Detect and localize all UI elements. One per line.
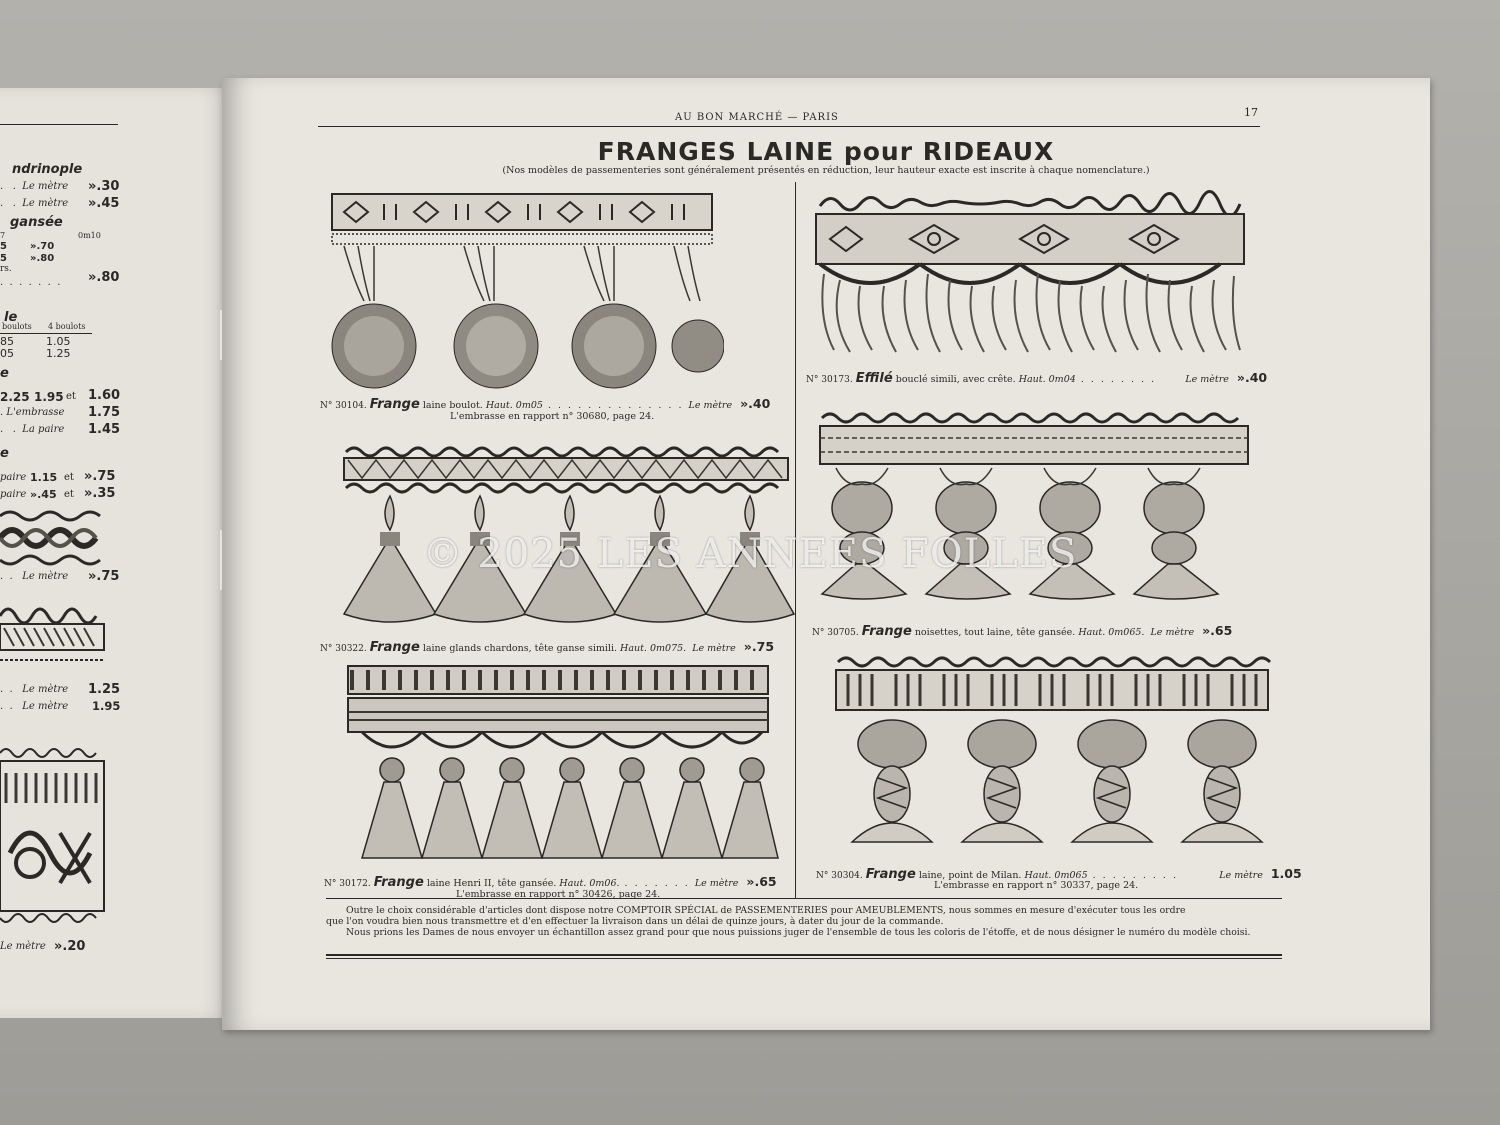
left-row14-unit: . . Le mètre bbox=[0, 684, 69, 695]
caption-30304: N° 30304. Frange laine, point de Milan. Haut. 0m065 . . . . . . . . . Le mètre 1.05 bbox=[816, 866, 1302, 882]
subcaption-30172: L'embrasse en rapport n° 30426, page 24. bbox=[456, 889, 661, 900]
left-row12-word: et bbox=[64, 489, 74, 500]
left-fragment-e1: e bbox=[0, 366, 9, 381]
fringe-30172-illustration bbox=[342, 662, 782, 872]
left-col-b: 0m10 bbox=[78, 231, 101, 240]
left-fragment-e2: e bbox=[0, 446, 9, 461]
left-row13-unit: . . Le mètre bbox=[0, 571, 69, 582]
copyright-watermark: © 2025 LES ANNEES FOLLES bbox=[422, 531, 1078, 577]
fringe-30173-illustration bbox=[810, 190, 1250, 360]
left-row12-unit: paire bbox=[0, 489, 27, 500]
page-title: FRANGES LAINE pour RIDEAUX bbox=[597, 137, 1055, 166]
left-row11-unit: paire bbox=[0, 472, 27, 483]
left-row16-unit: Le mètre bbox=[0, 941, 46, 952]
left-row9-unit: . L'embrasse bbox=[0, 407, 65, 418]
left-heading-le: le bbox=[4, 310, 18, 325]
left-row10-price: 1.45 bbox=[88, 422, 121, 437]
caption-30173: N° 30173. Effilé bouclé simili, avec crête. Haut. 0m04 . . . . . . . . Le mètre ».40 bbox=[806, 370, 1268, 386]
left-header-rule bbox=[0, 124, 118, 125]
left-row16-price: ».20 bbox=[54, 939, 86, 954]
left-row13-price: ».75 bbox=[88, 569, 120, 584]
left-row12-a: ».45 bbox=[30, 488, 57, 501]
left-row3-b: ».70 bbox=[30, 241, 55, 252]
left-row14-price: 1.25 bbox=[88, 682, 121, 697]
left-heading-andrinople: ndrinople bbox=[12, 162, 83, 177]
left-col-boulots: boulots bbox=[2, 322, 32, 331]
running-header: AU BON MARCHÉ — PARIS bbox=[675, 112, 839, 123]
left-row15-price: 1.95 bbox=[92, 699, 121, 713]
left-row11-b: ».75 bbox=[84, 469, 116, 484]
caption-30104: N° 30104. Frange laine boulot. Haut. 0m05 . . . . . . . . . . . . . . Le mètre ».40 bbox=[320, 396, 771, 412]
left-row1-price: ».30 bbox=[88, 179, 120, 194]
left-row5-price: ».80 bbox=[88, 270, 120, 285]
left-row8-c: 1.60 bbox=[88, 388, 121, 403]
left-row7-a: 05 bbox=[0, 347, 14, 360]
left-row4-b: ».80 bbox=[30, 253, 55, 264]
left-row11-word: et bbox=[64, 472, 74, 483]
left-row4-a: 5 bbox=[0, 253, 7, 264]
left-row9-price: 1.75 bbox=[88, 405, 121, 420]
fringe-30304-illustration bbox=[832, 654, 1272, 859]
left-row2-price: ».45 bbox=[88, 196, 120, 211]
left-row1-unit: . . Le mètre bbox=[0, 181, 69, 192]
left-row6-b: 1.05 bbox=[46, 335, 71, 348]
footer-line-2: que l'on voudra bien nous transmettre et d'en effectuer la livraison dans un délai de quinze jours, à dater du jour de la commande. bbox=[326, 916, 944, 927]
left-row11-a: 1.15 bbox=[30, 471, 58, 484]
fringe-30104-illustration bbox=[324, 186, 724, 396]
footer-line-3: Nous prions les Dames de nous envoyer un échantillon assez grand pour que nous puissions juger de l'ensemble de tous les coloris de l'étoffe, et de nous désigner le numéro du modèle choisi. bbox=[346, 927, 1251, 938]
caption-30705: N° 30705. Frange noisettes, tout laine, tête gansée. Haut. 0m065. Le mètre ».65 bbox=[812, 623, 1233, 639]
caption-30322: N° 30322. Frange laine glands chardons, tête ganse simili. Haut. 0m075. Le mètre ».75 bbox=[320, 639, 775, 655]
left-row8-b: 1.95 bbox=[34, 390, 64, 404]
left-row8-a: 2.25 bbox=[0, 390, 30, 404]
footer-top-rule bbox=[326, 898, 1282, 899]
left-row2-unit: . . Le mètre bbox=[0, 198, 69, 209]
left-row3-a: 5 bbox=[0, 241, 7, 252]
left-col-4boulots: 4 boulots bbox=[48, 322, 86, 331]
page-subtitle: (Nos modèles de passementeries sont généralement présentés en réduction, leur hauteur exacte est inscrite à chaque nomenclature.) bbox=[502, 165, 1150, 176]
left-row10-unit: . . La paire bbox=[0, 424, 65, 435]
footer-line-1: Outre le choix considérable d'articles dont dispose notre COMPTOIR SPÉCIAL de PASSEMENTERIES pour AMEUBLEMENTS, nous sommes en mesure d'exécuter tous les ordre bbox=[346, 905, 1186, 916]
header-rule bbox=[318, 126, 1260, 127]
footer-bottom-rule-2 bbox=[326, 958, 1282, 959]
left-row4-note: rs. bbox=[0, 264, 12, 274]
subcaption-30304: L'embrasse en rapport n° 30337, page 24. bbox=[934, 880, 1139, 891]
left-row7-b: 1.25 bbox=[46, 347, 71, 360]
left-gimp-illustration bbox=[0, 743, 110, 928]
left-row6-a: 85 bbox=[0, 335, 14, 348]
footer-bottom-rule bbox=[326, 954, 1282, 956]
left-braid-illustration-2 bbox=[0, 598, 110, 678]
left-col-a: 7 bbox=[0, 231, 6, 240]
left-heading-gansee: gansée bbox=[10, 215, 63, 230]
left-row5-dots: . . . . . . . bbox=[0, 277, 61, 288]
page-number: 17 bbox=[1244, 106, 1258, 119]
caption-30172: N° 30172. Frange laine Henri II, tête gansée. Haut. 0m06. . . . . . . . Le mètre ».65 bbox=[324, 874, 777, 890]
subcaption-30104: L'embrasse en rapport n° 30680, page 24. bbox=[450, 411, 655, 422]
left-row8-word: et bbox=[66, 391, 76, 402]
left-row12-b: ».35 bbox=[84, 486, 116, 501]
fringe-30705-illustration bbox=[816, 408, 1256, 613]
left-table-rule bbox=[0, 333, 92, 334]
left-row15-unit: . . Le mètre bbox=[0, 701, 69, 712]
